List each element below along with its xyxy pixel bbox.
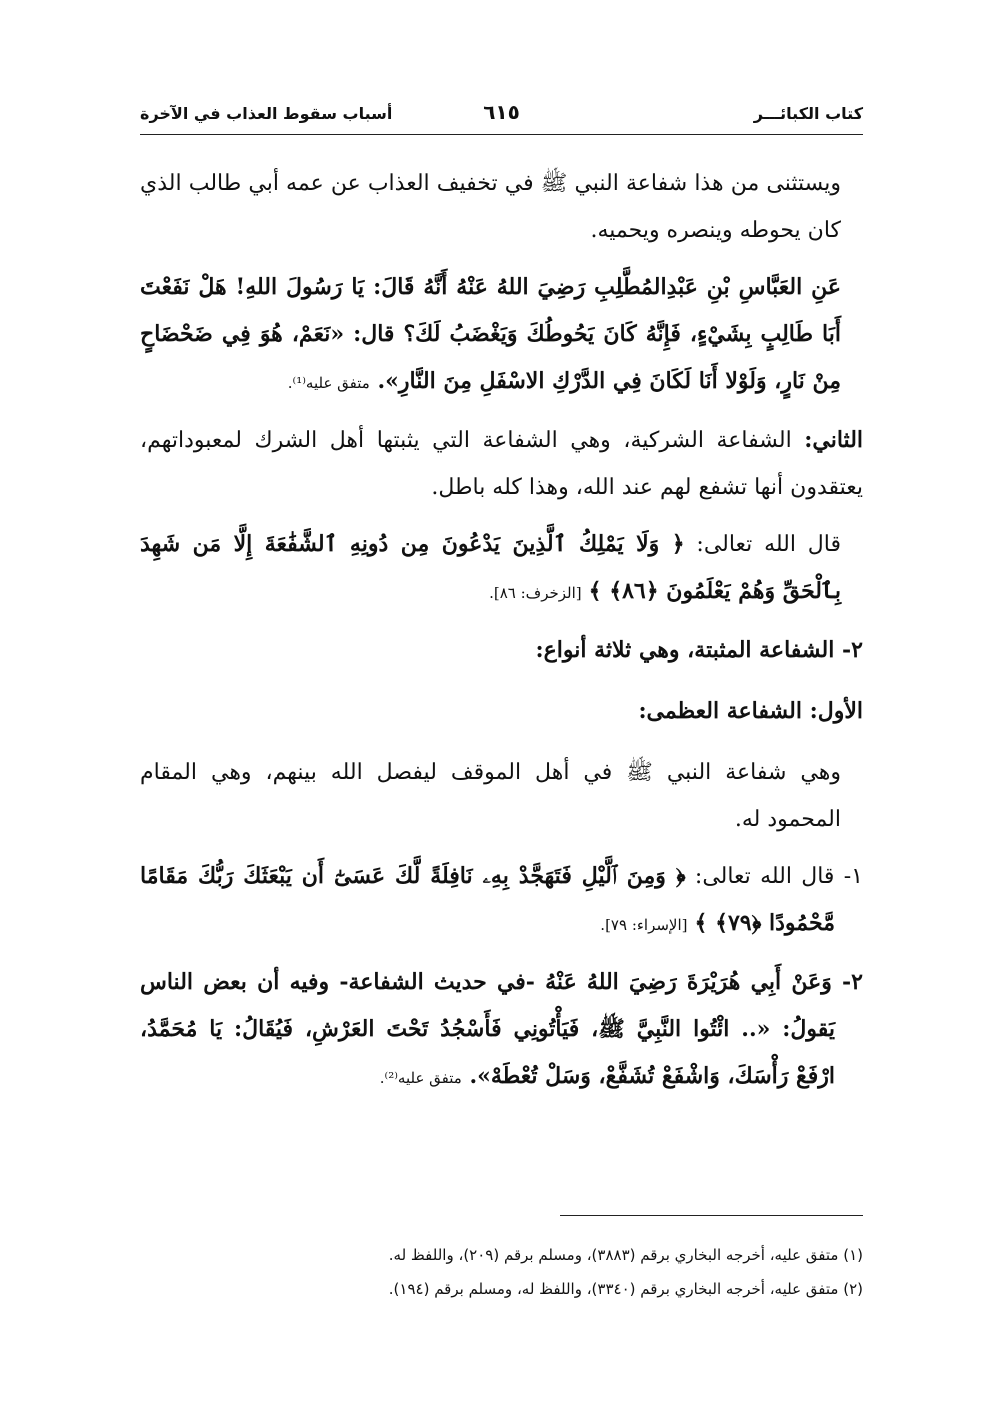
paragraph-exception: ويستثنى من هذا شفاعة النبي ﷺ في تخفيف العذاب عن عمه أبي طالب الذي كان يحوطه وينصره ويحميه.: [140, 171, 841, 243]
second-type-label: الثاني:: [804, 427, 864, 453]
verse-isra-text: ﴿ وَمِنَ ٱلَّيْلِ فَتَهَجَّدْ بِهِۦ نَافِلَةً لَّكَ عَسَىٰٓ أَن يَبْعَثَكَ رَبُّكَ مَقَامًا مَّحْمُودًا ﴿٧٩﴾ ﴾: [140, 863, 835, 936]
header-divider: [140, 134, 863, 135]
verse-zukhruf: [140, 521, 863, 617]
hadith-abu-hurayra-text: يَقولُ: «.. ائْتُوا النَّبِيَّ ﷺ، فَيَأْتُونِي فَأَسْجُدُ تَحْتَ العَرْشِ، فَيُقَالُ: يَا مُحَمَّدُ، ارْفَعْ رَأْسَكَ، وَاشْفَعْ تُشَفَّعْ، وَسَلْ تُعْطَهْ».: [140, 1016, 835, 1089]
page-header: [140, 100, 863, 130]
paragraph-second-type: [140, 417, 863, 511]
page-body: [140, 160, 863, 1112]
verse-zukhruf-intro: قال الله تعالى:: [696, 532, 841, 557]
footnotes: [140, 1238, 863, 1306]
footnote-2: (٢) متفق عليه، أخرجه البخاري برقم (٣٣٤٠)، واللفظ له، ومسلم برقم (١٩٤).: [388, 1280, 863, 1298]
section-heading-affirmed: ٢- الشفاعة المثبتة، وهي ثلاثة أنواع:: [535, 637, 863, 663]
paragraph-greatest-intercession: وهي شفاعة النبي ﷺ في أهل الموقف ليفصل الله بينهم، وهي المقام المحمود له.: [140, 760, 841, 832]
hadith-abbas-reference: متفق عليه⁽¹⁾.: [287, 374, 370, 392]
hadith-abbas: [140, 264, 863, 407]
hadith-abu-hurayra: [140, 959, 863, 1102]
verse-isra-intro: ١- قال الله تعالى:: [694, 864, 863, 889]
verse-zukhruf-text: ﴿ وَلَا يَمْلِكُ ٱلَّذِينَ يَدْعُونَ مِن دُونِهِ ٱلشَّفَٰعَةَ إِلَّا مَن شَهِدَ بِٱلْحَقِّ وَهُمْ يَعْلَمُونَ ﴿٨٦﴾ ﴾: [140, 531, 841, 604]
section-heading-greatest: الأول: الشفاعة العظمى:: [638, 698, 863, 724]
hadith-abbas-text: عَنِ العَبَّاسِ بْنِ عَبْدِالمُطَّلِبِ رَضِيَ اللهُ عَنْهُ أَنَّهُ قَالَ: يَا رَسُولَ اللهِ! هَلْ نَفَعْتَ أَبَا طَالِبٍ بِشَيْءٍ، فَإِنَّهُ كَانَ يَحُوطُكَ وَيَغْضَبُ لَكَ؟ قال: «نَعَمْ، هُوَ فِي ضَحْضَاحٍ مِنْ نَارٍ، وَلَوْلا أَنَا لَكَانَ فِي الدَّرْكِ الاسْفَلِ مِنَ النَّارِ».: [140, 274, 841, 394]
verse-isra: [140, 853, 863, 949]
verse-zukhruf-reference: [الزخرف: ٨٦].: [489, 584, 582, 602]
footnote-1: (١) متفق عليه، أخرجه البخاري برقم (٣٨٨٣)، ومسلم برقم (٢٠٩)، واللفظ له.: [388, 1246, 863, 1264]
verse-isra-reference: [الإسراء: ٧٩].: [600, 916, 688, 934]
hadith-abu-hurayra-intro: ٢- وَعَنْ أَبِي هُرَيْرَةَ رَضِيَ اللهُ عَنْهُ -في حديث الشفاعة- وفيه أن بعض الناس: [140, 969, 863, 995]
second-type-text: الشفاعة الشركية، وهي الشفاعة التي يثبتها أهل الشرك لمعبوداتهم، يعتقدون أنها تشفع لهم عند الله، وهذا كله باطل.: [140, 428, 863, 500]
page-number: ٦١٥: [483, 100, 520, 124]
chapter-title: أسباب سقوط العذاب في الآخرة: [140, 104, 393, 123]
book-title: كتاب الكبائـــر: [753, 104, 863, 123]
footnote-divider: [560, 1215, 863, 1216]
hadith-abu-hurayra-reference: متفق عليه⁽²⁾.: [379, 1069, 462, 1087]
